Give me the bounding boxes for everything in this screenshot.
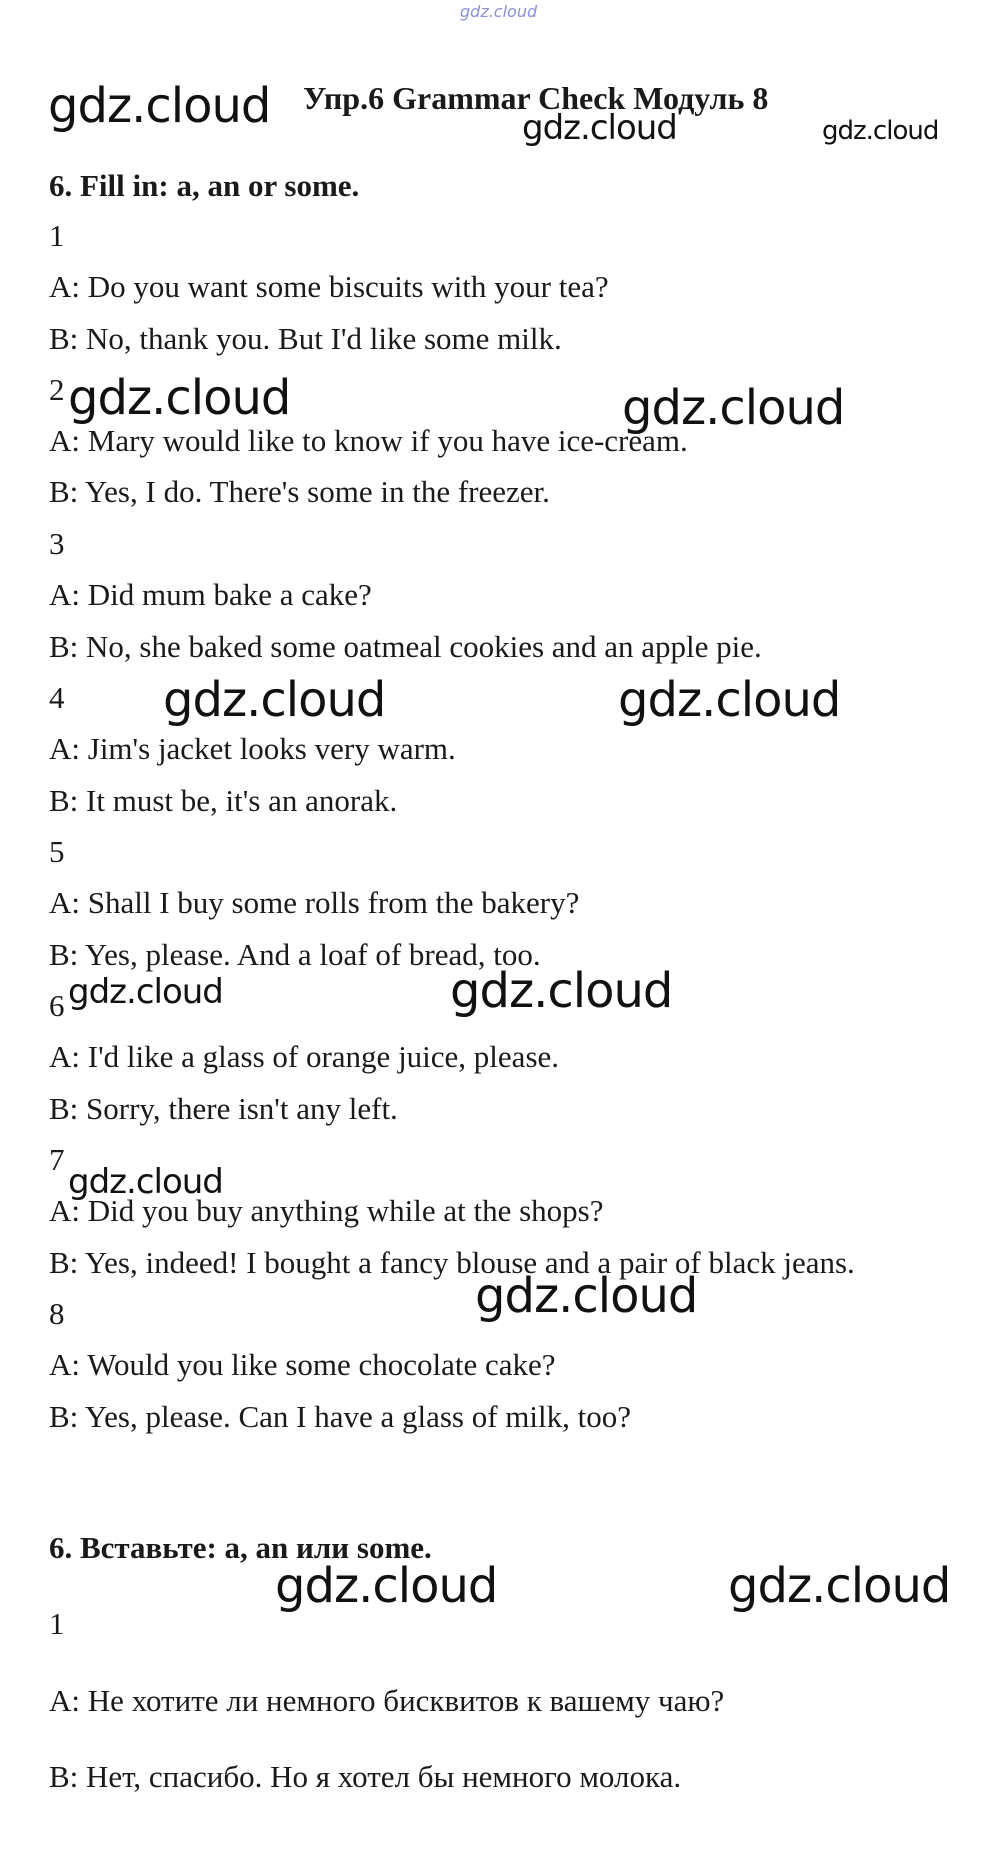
watermark: gdz.cloud <box>48 78 271 134</box>
exercise-heading: 6. Fill in: a, an or some. <box>49 168 360 203</box>
watermark: gdz.cloud <box>163 672 386 728</box>
watermark: gdz.cloud <box>450 963 673 1019</box>
dialogue-line-b: B: Yes, please. And a loaf of bread, too. <box>49 937 541 972</box>
watermark: gdz.cloud <box>618 672 841 728</box>
item-number: 5 <box>49 834 65 869</box>
item-number: 7 <box>49 1142 65 1177</box>
item-number: 6 <box>49 988 65 1023</box>
dialogue-line-a: A: Не хотите ли немного бисквитов к вашему чаю? <box>49 1683 725 1718</box>
dialogue-line-b: B: It must be, it's an anorak. <box>49 783 398 818</box>
watermark: gdz.cloud <box>68 370 291 426</box>
watermark: gdz.cloud <box>275 1558 498 1614</box>
watermark: gdz.cloud <box>475 1268 698 1324</box>
dialogue-line-b: B: Yes, I do. There's some in the freezer. <box>49 474 550 509</box>
item-number: 4 <box>49 680 65 715</box>
watermark: gdz.cloud <box>728 1558 951 1614</box>
dialogue-line-b: B: Yes, please. Can I have a glass of milk, too? <box>49 1399 632 1434</box>
item-number: 1 <box>49 218 65 253</box>
dialogue-line-a: A: Mary would like to know if you have ice-cream. <box>49 423 688 458</box>
page-title: Упр.6 Grammar Check Модуль 8 <box>303 80 769 116</box>
dialogue-line-b: B: Sorry, there isn't any left. <box>49 1091 398 1126</box>
item-number: 1 <box>49 1606 65 1641</box>
dialogue-line-a: A: I'd like a glass of orange juice, please. <box>49 1039 560 1074</box>
dialogue-line-b: B: No, she baked some oatmeal cookies and an apple pie. <box>49 629 762 664</box>
watermark: gdz.cloud <box>68 972 223 1012</box>
watermark: gdz.cloud <box>522 108 677 148</box>
dialogue-line-a: A: Would you like some chocolate cake? <box>49 1347 556 1382</box>
dialogue-line-a: A: Do you want some biscuits with your tea? <box>49 269 609 304</box>
dialogue-line-a: A: Did mum bake a cake? <box>49 577 372 612</box>
dialogue-line-b: B: No, thank you. But I'd like some milk. <box>49 321 562 356</box>
exercise-heading-ru: 6. Вставьте: a, an или some. <box>49 1530 432 1565</box>
dialogue-line-b: B: Yes, indeed! I bought a fancy blouse and a pair of black jeans. <box>49 1245 855 1280</box>
dialogue-line-a: A: Did you buy anything while at the shops? <box>49 1193 604 1228</box>
item-number: 2 <box>49 372 65 407</box>
item-number: 3 <box>49 526 65 561</box>
watermark-top: gdz.cloud <box>460 2 538 21</box>
watermark: gdz.cloud <box>822 116 939 146</box>
watermark: gdz.cloud <box>622 380 845 436</box>
dialogue-line-b: B: Нет, спасибо. Но я хотел бы немного молока. <box>49 1759 682 1794</box>
dialogue-line-a: A: Jim's jacket looks very warm. <box>49 731 456 766</box>
dialogue-line-a: A: Shall I buy some rolls from the bakery? <box>49 885 580 920</box>
watermark: gdz.cloud <box>68 1162 223 1202</box>
item-number: 8 <box>49 1296 65 1331</box>
